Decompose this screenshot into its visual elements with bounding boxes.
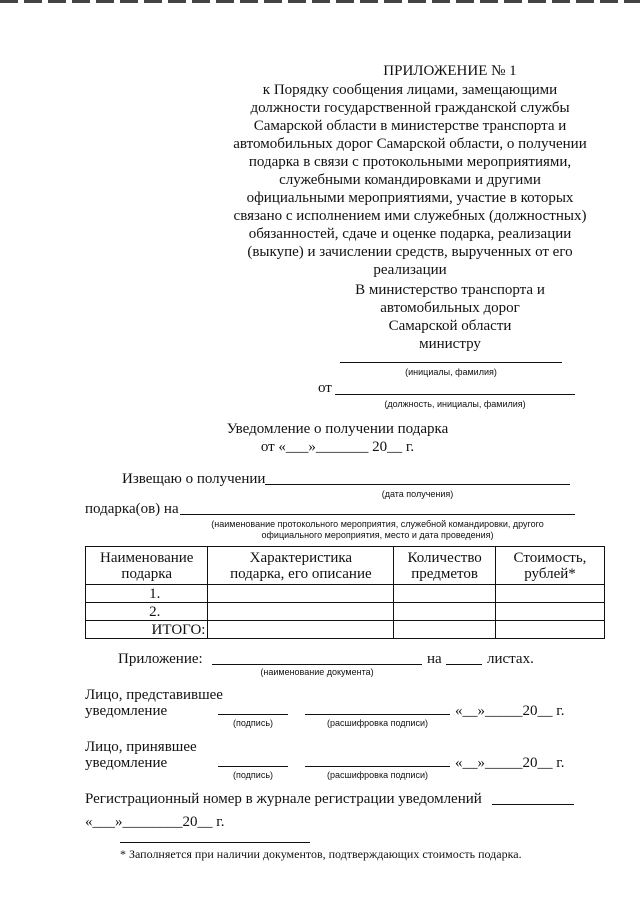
submitted-sign-field[interactable]	[218, 714, 288, 715]
gifts-table	[85, 546, 605, 639]
notice-title: Уведомление о получении подарка	[226, 421, 449, 437]
attachment-on: на	[427, 651, 442, 667]
addressee-line: Самарской области	[388, 318, 512, 334]
position-field[interactable]	[335, 394, 575, 395]
appendix-line: реализации	[373, 262, 447, 278]
appendix-line: автомобильных дорог Самарской области, о получении	[233, 136, 587, 152]
row-number: 1.	[86, 585, 208, 603]
table-cell[interactable]	[208, 585, 394, 603]
addressee-line: В министерство транспорта и	[355, 282, 545, 298]
footnote: * Заполняется при наличии документов, подтверждающих стоимость подарка.	[120, 847, 522, 861]
table-cell[interactable]	[394, 603, 496, 621]
table-row	[86, 585, 605, 603]
gifts-on-label: подарка(ов) на	[85, 501, 179, 517]
appendix-line: служебными командировками и другими	[279, 172, 541, 188]
submitted-line2: уведомление	[85, 703, 168, 719]
hint-event-1: (наименование протокольного мероприятия, служебной командировки, другого	[211, 519, 544, 529]
accepted-decode-field[interactable]	[305, 766, 450, 767]
table-cell[interactable]	[495, 585, 604, 603]
attachment-sheets: листах.	[487, 651, 534, 667]
table-cell[interactable]	[394, 585, 496, 603]
row-number: 2.	[86, 603, 208, 621]
total-label: ИТОГО:	[86, 621, 208, 639]
hint-position: (должность, инициалы, фамилия)	[384, 399, 526, 409]
receipt-date-field[interactable]	[265, 484, 570, 485]
hint-sign: (подпись)	[232, 718, 274, 728]
notice-date: от «___»_______ 20__ г.	[260, 439, 415, 455]
initials-field[interactable]	[340, 362, 562, 363]
addressee-block	[300, 281, 600, 353]
accepted-date: «__»_____20__ г.	[455, 755, 565, 771]
accepted-line2: уведомление	[85, 755, 168, 771]
table-total-row	[86, 621, 605, 639]
footnote-divider	[120, 842, 310, 843]
from-label: от	[318, 380, 332, 396]
top-dashed-border	[0, 0, 640, 3]
event-field[interactable]	[180, 514, 575, 515]
header-quantity: Количество предметов	[394, 547, 496, 585]
hint-date: (дата получения)	[381, 489, 454, 499]
notify-label: Извещаю о получении	[122, 471, 266, 487]
appendix-line: подарка в связи с протокольными мероприятиями,	[248, 154, 572, 170]
appendix-line: к Порядку сообщения лицами, замещающими	[262, 82, 558, 98]
submitted-line1: Лицо, представившее	[85, 687, 223, 703]
accepted-line1: Лицо, принявшее	[85, 739, 197, 755]
hint-initials: (инициалы, фамилия)	[405, 367, 497, 377]
appendix-line: связано с исполнением ими служебных (должностных)	[233, 208, 587, 224]
addressee-line: автомобильных дорог	[380, 300, 520, 316]
registration-date: «___»________20__ г.	[85, 814, 225, 830]
appendix-line: обязанностей, сдаче и оценке подарка, реализации	[248, 226, 572, 242]
appendix-title: ПРИЛОЖЕНИЕ № 1	[383, 63, 517, 79]
header-description: Характеристика подарка, его описание	[208, 547, 394, 585]
table-cell[interactable]	[208, 603, 394, 621]
attachment-label: Приложение:	[118, 651, 203, 667]
attachment-field[interactable]	[212, 664, 422, 665]
hint-decode: (расшифровка подписи)	[327, 718, 428, 728]
appendix-text	[195, 81, 625, 279]
submitted-decode-field[interactable]	[305, 714, 450, 715]
hint-sign: (подпись)	[232, 770, 274, 780]
appendix-line: должности государственной гражданской службы	[250, 100, 570, 116]
table-cell[interactable]	[394, 621, 496, 639]
hint-doc: (наименование документа)	[260, 667, 374, 677]
sheets-field[interactable]	[446, 664, 482, 665]
registration-label: Регистрационный номер в журнале регистрации уведомлений	[85, 791, 482, 807]
table-cell[interactable]	[208, 621, 394, 639]
submitted-date: «__»_____20__ г.	[455, 703, 565, 719]
appendix-line: (выкупе) и зачислении средств, вырученных от его	[247, 244, 573, 260]
addressee-line: министру	[419, 336, 481, 352]
appendix-line: официальными мероприятиями, участие в которых	[246, 190, 574, 206]
header-cost: Стоимость, рублей*	[495, 547, 604, 585]
registration-number-field[interactable]	[492, 804, 574, 805]
appendix-line: Самарской области в министерстве транспорта и	[253, 118, 567, 134]
hint-event-2: официального мероприятия, место и дата проведения)	[261, 530, 494, 540]
table-row	[86, 603, 605, 621]
table-cell[interactable]	[495, 603, 604, 621]
table-cell[interactable]	[495, 621, 604, 639]
header-name: Наименование подарка	[86, 547, 208, 585]
table-header-row	[86, 547, 605, 585]
hint-decode: (расшифровка подписи)	[327, 770, 428, 780]
accepted-sign-field[interactable]	[218, 766, 288, 767]
